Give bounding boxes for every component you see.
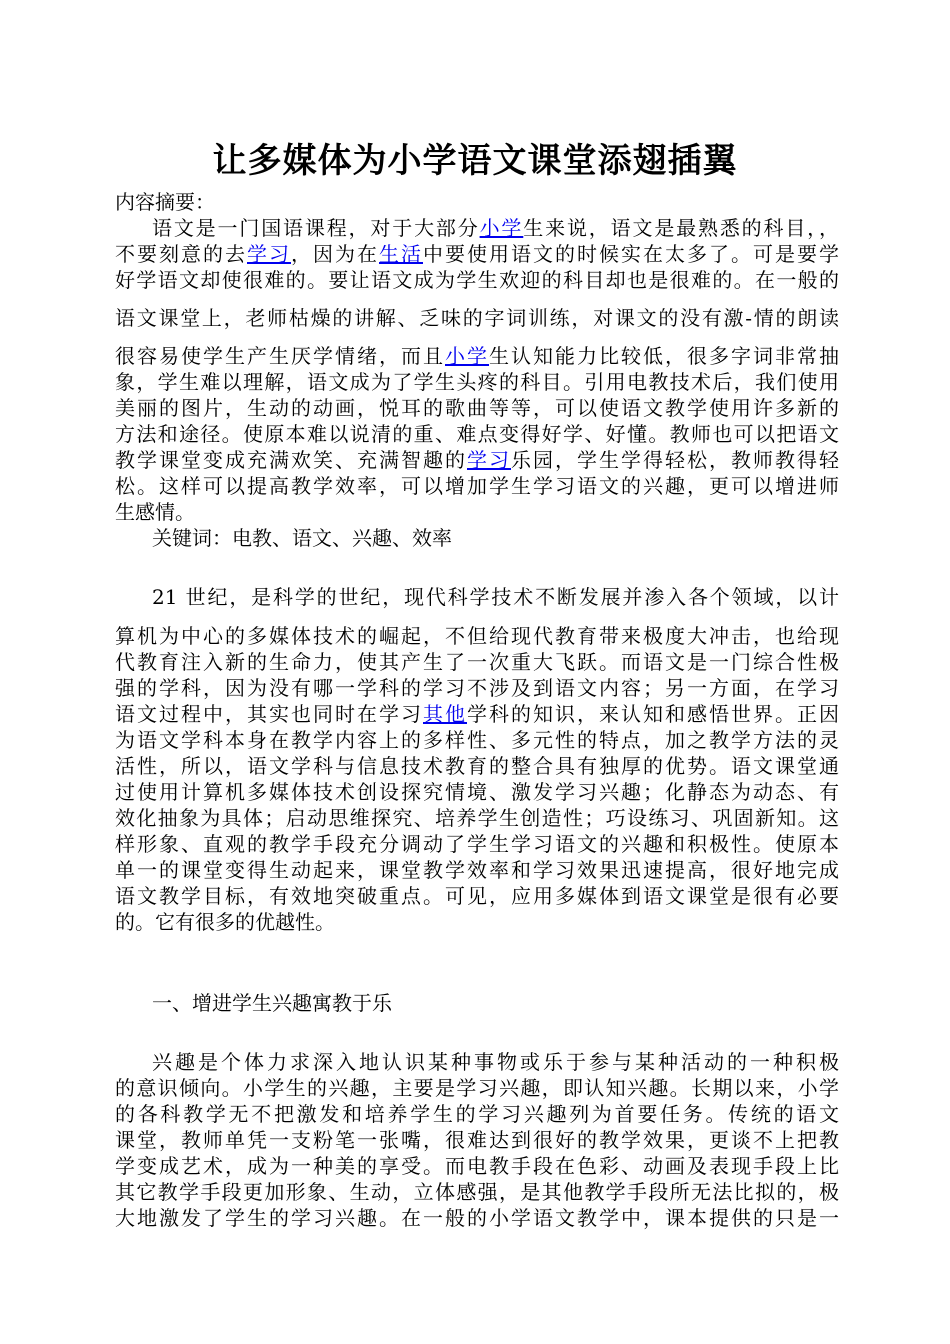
intro-line: 代教育注入新的生命力，使其产生了一次重大飞跃。而语文是一门综合性极 [115, 650, 839, 674]
section1-line: 其它教学手段更加形象、生动，立体感强，是其他教学手段所无法比拟的，极 [115, 1180, 839, 1204]
section1-line: 兴趣是个体力求深入地认识某种事物或乐于参与某种活动的一种积极 [152, 1050, 839, 1074]
intro-line: 语文教学目标，有效地突破重点。可见，应用多媒体到语文课堂是很有必要 [115, 884, 839, 908]
link-qita[interactable]: 其他 [423, 702, 467, 726]
intro-line: 的。它有很多的优越性。 [115, 910, 335, 934]
intro-line: 语文过程中，其实也同时在学习其他学科的知识，来认知和感悟世界。正因 [115, 702, 839, 726]
link-xiaoxue[interactable]: 小学 [479, 216, 524, 240]
intro-line: 效化抽象为具体；启动思维探究、培养学生创造性；巧设练习、巩固新知。这 [115, 806, 839, 830]
abstract-line: 松。这样可以提高教学效率，可以增加学生学习语文的兴趣，更可以增进师 [115, 474, 839, 498]
abstract-heading: 内容摘要： [115, 190, 215, 214]
link-xiaoxue[interactable]: 小学 [445, 344, 489, 368]
keywords-line: 关键词：电教、语文、兴趣、效率 [152, 526, 452, 550]
document-title: 让多媒体为小学语文课堂添翅插翼 [212, 141, 738, 181]
abstract-line: 好学语文却使很难的。要让语文成为学生欢迎的科目却也是很难的。在一般的 [115, 268, 839, 292]
abstract-line: 方法和途径。使原本难以说清的重、难点变得好学、好懂。教师也可以把语文 [115, 422, 839, 446]
abstract-line: 不要刻意的去学习，因为在生活中要使用语文的时候实在太多了。可是要学 [115, 242, 839, 266]
intro-line: 强的学科，因为没有哪一学科的学习不涉及到语文内容；另一方面，在学习 [115, 676, 839, 700]
link-xuexi[interactable]: 学习 [467, 448, 511, 472]
intro-line: 为语文学科本身在教学内容上的多样性、多元性的特点，加之教学方法的灵 [115, 728, 839, 752]
intro-line: 21 世纪，是科学的世纪，现代科学技术不断发展并渗入各个领域，以计 [152, 585, 839, 609]
abstract-line: 语文是一门国语课程，对于大部分小学生来说，语文是最熟悉的科目，， [152, 216, 840, 240]
abstract-line: 生感情。 [115, 500, 195, 524]
abstract-line: 美丽的图片，生动的动画，悦耳的歌曲等等，可以使语文教学使用许多新的 [115, 396, 839, 420]
intro-line: 单一的课堂变得生动起来，课堂教学效率和学习效果迅速提高，很好地完成 [115, 858, 839, 882]
section1-line: 课堂，教师单凭一支粉笔一张嘴，很难达到很好的教学效果，更谈不上把教 [115, 1128, 839, 1152]
section1-line: 的意识倾向。小学生的兴趣，主要是学习兴趣，即认知兴趣。长期以来，小学 [115, 1076, 839, 1100]
abstract-line: 很容易使学生产生厌学情绪，而且小学生认知能力比较低，很多字词非常抽 [115, 344, 839, 368]
section1-line: 的各科教学无不把激发和培养学生的学习兴趣列为首要任务。传统的语文 [115, 1102, 839, 1126]
abstract-line: 语文课堂上，老师枯燥的讲解、乏味的字词训练，对课文的没有激-情的朗读 [115, 306, 839, 330]
abstract-line: 象，学生难以理解，语文成为了学生头疼的科目。引用电教技术后，我们使用 [115, 370, 839, 394]
intro-line: 样形象、直观的教学手段充分调动了学生学习语文的兴趣和积极性。使原本 [115, 832, 839, 856]
link-shenghuo[interactable]: 生活 [379, 242, 423, 266]
section-heading: 一、增进学生兴趣寓教于乐 [152, 991, 392, 1015]
intro-line: 算机为中心的多媒体技术的崛起，不但给现代教育带来极度大冲击，也给现 [115, 624, 839, 648]
intro-line: 过使用计算机多媒体技术创设探究情境、激发学习兴趣；化静态为动态、有 [115, 780, 839, 804]
abstract-line: 教学课堂变成充满欢笑、充满智趣的学习乐园，学生学得轻松，教师教得轻 [115, 448, 839, 472]
section1-line: 学变成艺术，成为一种美的享受。而电教手段在色彩、动画及表现手段上比 [115, 1154, 839, 1178]
link-xuexi[interactable]: 学习 [247, 242, 291, 266]
section1-line: 大地激发了学生的学习兴趣。在一般的小学语文教学中，课本提供的只是一 [115, 1206, 839, 1230]
intro-line: 活性，所以，语文学科与信息技术教育的整合具有独厚的优势。语文课堂通 [115, 754, 839, 778]
